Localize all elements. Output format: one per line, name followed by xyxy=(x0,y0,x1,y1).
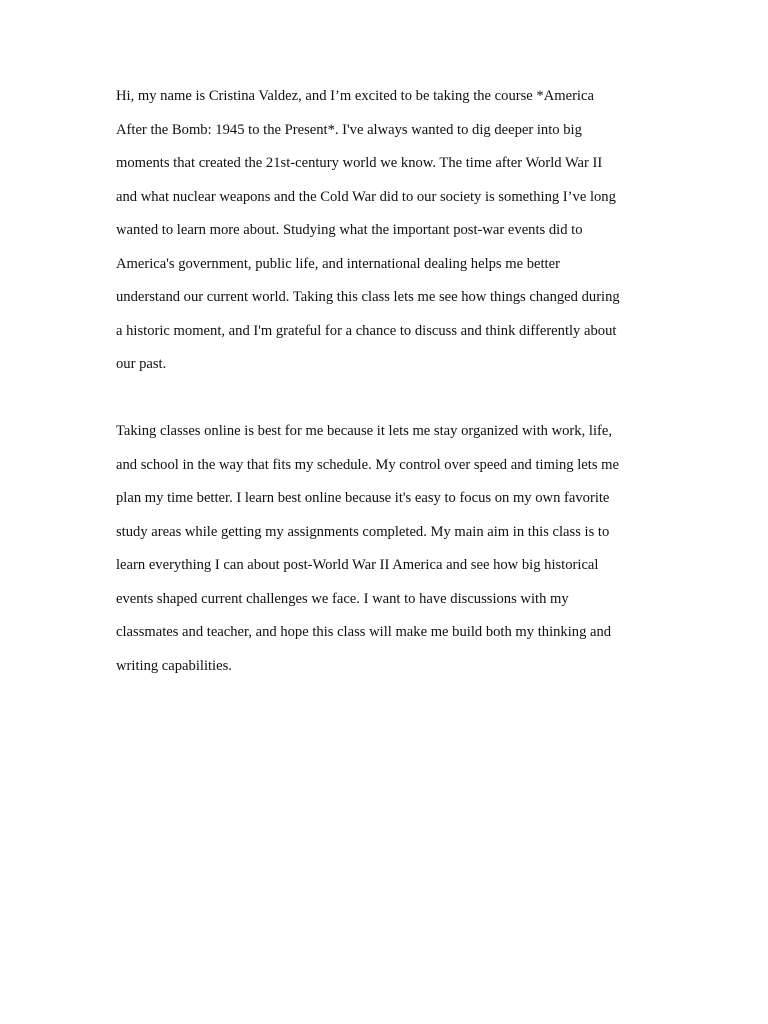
text-line: writing capabilities. xyxy=(116,657,232,674)
text-line: plan my time better. I learn best online because it's easy to focus on my own favorite xyxy=(116,490,610,506)
text-line: our past. xyxy=(116,356,167,372)
text-line: wanted to learn more about. Studying what the important post-war events did to xyxy=(116,222,583,238)
text-line: America's government, public life, and international dealing helps me better xyxy=(116,255,560,272)
text-line: a historic moment, and I'm grateful for a chance to discuss and think differently about xyxy=(116,322,617,339)
text-line: After the Bomb: 1945 to the Present*. I've always wanted to dig deeper into big xyxy=(116,121,582,138)
text-line: and school in the way that fits my schedule. My control over speed and timing lets me xyxy=(116,456,619,473)
text-line: and what nuclear weapons and the Cold War did to our society is something I’ve long xyxy=(116,188,616,205)
paragraph-online-learning xyxy=(116,419,662,687)
document-body xyxy=(116,84,662,687)
text-line: study areas while getting my assignments completed. My main aim in this class is to xyxy=(116,523,610,540)
text-line: moments that created the 21st-century world we know. The time after World War II xyxy=(116,155,603,171)
text-line: Taking classes online is best for me because it lets me stay organized with work, life, xyxy=(116,423,612,439)
text-line: learn everything I can about post-World War II America and see how big historical xyxy=(116,557,599,573)
text-line: classmates and teacher, and hope this class will make me build both my thinking and xyxy=(116,624,612,640)
text-line: events shaped current challenges we face. I want to have discussions with my xyxy=(116,590,569,607)
text-line: Hi, my name is Cristina Valdez, and I’m excited to be taking the course *America xyxy=(116,88,594,104)
paragraph-introduction xyxy=(116,84,662,386)
text-line: understand our current world. Taking this class lets me see how things changed during xyxy=(116,289,620,305)
paragraph-spacer xyxy=(116,386,662,420)
